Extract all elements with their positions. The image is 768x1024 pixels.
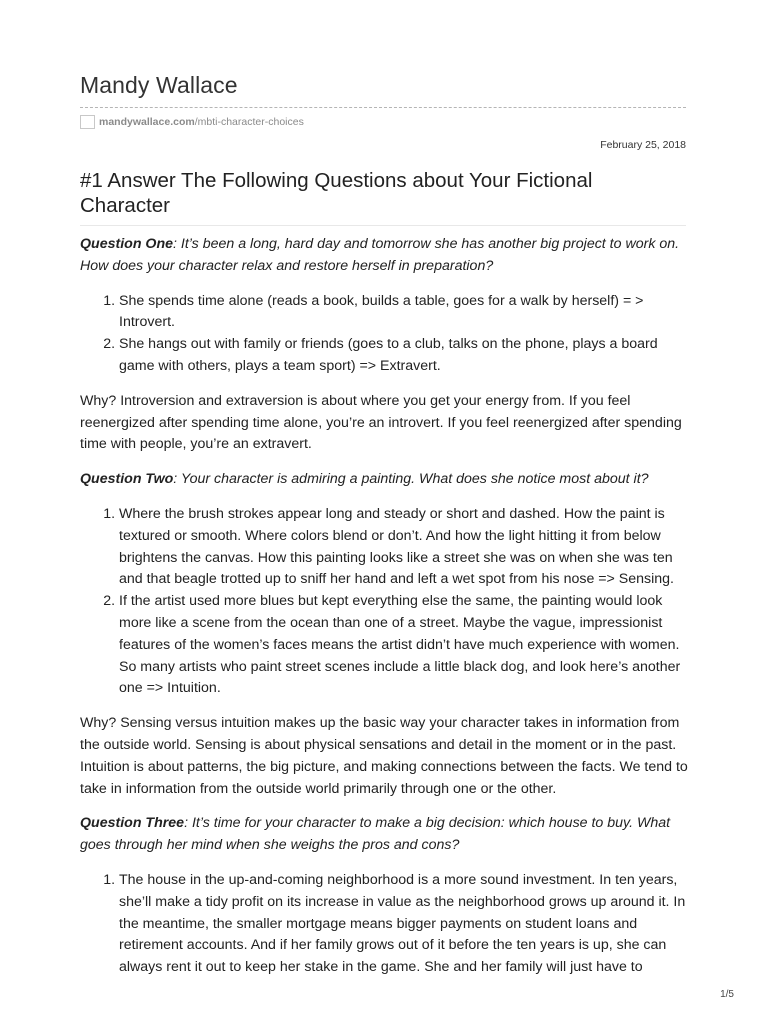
- question-two-why: Why? Sensing versus intuition makes up the basic way your character takes in information from the outside world. Sensing is about physical sensations and detail in the moment or in the past. Intuition is about patterns, the big picture, and making connections between the facts. We tend to take in information from the outside world primarily through one or the other.: [80, 715, 688, 797]
- question-two-answers: [80, 504, 688, 700]
- question-three-label: Question Three: [80, 815, 185, 832]
- question-one-answers: [80, 291, 688, 378]
- list-item: 1. The house in the up-and-coming neighborhood is a more sound investment. In ten years, she’ll make a tidy profit on its increase in value as the neighborhood grows up around it. In the meantime, the smaller mortgage means bigger payments on student loans and retirement accounts. And if her family grows out of it before the ten years is up, she can always rent it out to keep her stake in the game. She and her family will just have to: [119, 870, 688, 979]
- header-divider: [80, 107, 686, 108]
- list-item: 2. She hangs out with family or friends (goes to a club, talks on the phone, plays a board game with others, plays a team sport) => Extravert.: [119, 334, 688, 378]
- list-item: 1. She spends time alone (reads a book, builds a table, goes for a walk by herself) = > Introvert.: [119, 291, 688, 335]
- question-two-label: Question Two: [80, 471, 174, 488]
- question-two-text: : Your character is admiring a painting. What does she notice most about it?: [173, 471, 649, 488]
- question-two: [80, 469, 688, 491]
- question-one-why: Why? Introversion and extraversion is about where you get your energy from. If you feel reenergized after spending time alone, you’re an introvert. If you feel reenergized after spending time with people, you’re an extravert.: [80, 392, 682, 453]
- question-one-label: Question One: [80, 236, 174, 252]
- list-item: 1. Where the brush strokes appear long and steady or short and dashed. How the paint is textured or smooth. Where colors blend or don’t. And how the light hitting it from below brightens the canvas. How this painting looks like a street she was on when she was ten and that beagle trotted up to sniff her hand and left a wet spot from his nose => Sensing.: [119, 504, 688, 591]
- publish-date: February 25, 2018: [600, 139, 686, 151]
- question-one: [80, 234, 688, 278]
- article-body: [80, 234, 688, 992]
- source-domain-link[interactable]: mandywallace.com: [99, 116, 195, 128]
- question-one-text: : It’s been a long, hard day and tomorrow she has another big project to work on. How does your character relax and restore herself in preparation?: [80, 236, 680, 274]
- favicon-icon: [80, 115, 95, 129]
- question-three-answers: [80, 870, 688, 979]
- source-path: /mbti-character-choices: [194, 116, 304, 128]
- list-item: 2. If the artist used more blues but kept everything else the same, the painting would look more like a scene from the ocean than one of a street. Maybe the vague, impressionist features of the women’s faces means the artist didn’t have much experience with women. So many artists who paint street scenes include a little black dog, and look here’s another one => Intuition.: [119, 591, 688, 700]
- source-link-row: [80, 113, 304, 131]
- article-heading: #1 Answer The Following Questions about Your Fictional Character: [80, 168, 686, 226]
- question-three: [80, 813, 688, 857]
- site-title: Mandy Wallace: [80, 72, 238, 98]
- question-three-text: : It’s time for your character to make a big decision: which house to buy. What goes through her mind when she weighs the pros and cons?: [80, 815, 671, 854]
- page-number: 1/5: [720, 989, 734, 1000]
